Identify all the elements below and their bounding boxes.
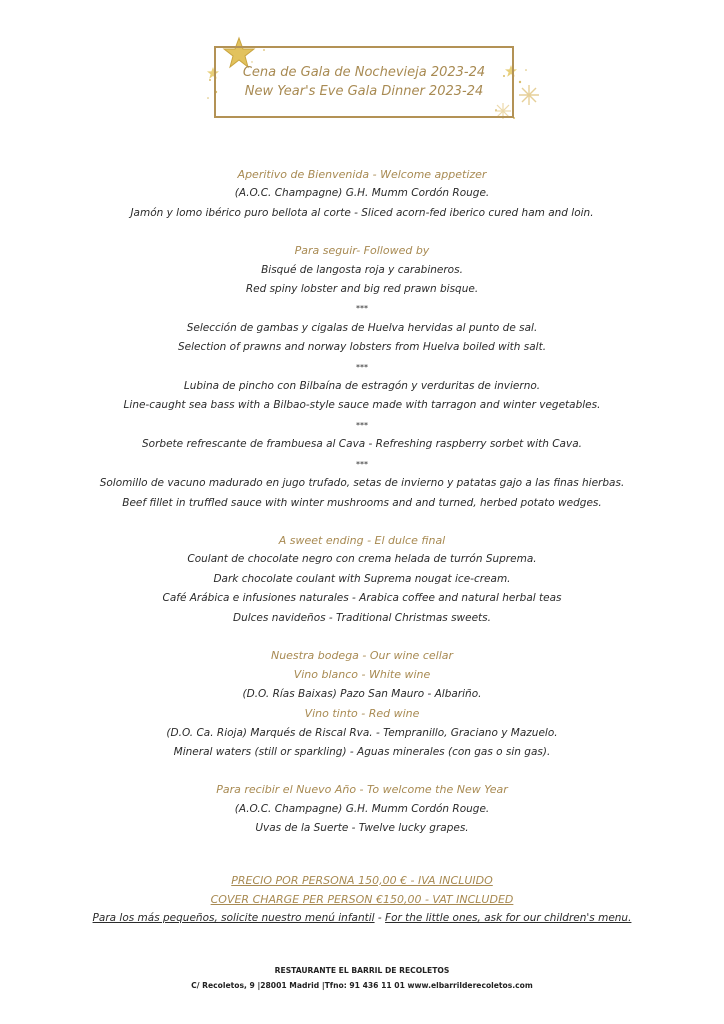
separator: *** xyxy=(356,459,368,469)
menu-item: (A.O.C. Champagne) G.H. Mumm Cordón Rouge. xyxy=(234,187,490,200)
menu-item: Lubina de pincho con Bilbaína de estragón y verduritas de invierno. xyxy=(183,380,541,393)
footer xyxy=(0,963,724,993)
menu-item: (D.O. Ca. Rioja) Marqués de Riscal Rva. - Tempranillo, Graciano y Mazuelo. xyxy=(166,726,558,739)
menu-item: Sorbete refrescante de frambuesa al Cava - Refreshing raspberry sorbet with Cava. xyxy=(142,438,582,451)
menu-item: Coulant de chocolate negro con crema helada de turrón Suprema. xyxy=(187,553,537,566)
menu-item: Jamón y lomo ibérico puro bellota al corte - Sliced acorn-fed iberico cured ham and loin. xyxy=(130,206,594,219)
kids-menu-note xyxy=(60,909,664,928)
section-heading-seguir: Para seguir- Followed by xyxy=(294,244,430,258)
section-heading-bodega: Nuestra bodega - Our wine cellar xyxy=(270,648,454,662)
price-spanish: PRECIO POR PERSONA 150,00 € - IVA INCLUIDO xyxy=(231,873,493,887)
kids-note-dash: - xyxy=(374,912,386,925)
restaurant-name: RESTAURANTE EL BARRIL DE RECOLETOS xyxy=(274,966,450,975)
restaurant-address: C/ Recoletos, 9 |28001 Madrid |Tfno: 91 436 11 01 www.elbarrilderecoletos.com xyxy=(191,981,533,990)
menu-item: Bisqué de langosta roja y carabineros. xyxy=(261,263,463,276)
kids-note-spanish: Para los más pequeños, solicite nuestro menú infantil xyxy=(92,912,375,925)
section-heading-dulce: A sweet ending - El dulce final xyxy=(278,533,446,547)
kids-note-english: For the little ones, ask for our children's menu. xyxy=(385,912,632,925)
section-heading-nuevo-ano: Para recibir el Nuevo Año - To welcome the New Year xyxy=(216,783,508,797)
menu-body xyxy=(60,165,664,929)
menu-item: Selección de gambas y cigalas de Huelva hervidas al punto de sal. xyxy=(186,321,538,334)
menu-item: Dark chocolate coulant with Suprema nougat ice-cream. xyxy=(213,572,511,585)
menu-item: Uvas de la Suerte - Twelve lucky grapes. xyxy=(255,822,469,835)
title-english: New Year's Eve Gala Dinner 2023-24 xyxy=(244,84,484,99)
title-frame xyxy=(214,46,514,118)
menu-item: Red spiny lobster and big red prawn bisque. xyxy=(245,283,479,296)
menu-item: (A.O.C. Champagne) G.H. Mumm Cordón Rouge. xyxy=(234,802,490,815)
wine-heading-red: Vino tinto - Red wine xyxy=(304,707,420,721)
menu-item: Solomillo de vacuno madurado en jugo trufado, setas de invierno y patatas gajo a las finas hierbas. xyxy=(99,477,625,490)
section-heading-aperitivo: Aperitivo de Bienvenida - Welcome appetizer xyxy=(237,168,487,181)
separator: *** xyxy=(356,362,368,372)
menu-item: Dulces navideños - Traditional Christmas sweets. xyxy=(233,611,491,624)
menu-item: (D.O. Rías Baixas) Pazo San Mauro - Albariño. xyxy=(242,687,482,700)
wine-heading-white: Vino blanco - White wine xyxy=(293,668,431,682)
price-english: COVER CHARGE PER PERSON €150,00 - VAT INCLUDED xyxy=(210,893,514,906)
separator: *** xyxy=(356,304,368,314)
title-spanish: Cena de Gala de Nochevieja 2023-24 xyxy=(242,65,486,80)
menu-item: Café Arábica e infusiones naturales - Arabica coffee and natural herbal teas xyxy=(162,592,562,605)
menu-item: Line-caught sea bass with a Bilbao-style sauce made with tarragon and winter vegetables. xyxy=(123,399,601,412)
separator: *** xyxy=(356,420,368,430)
menu-item: Selection of prawns and norway lobsters from Huelva boiled with salt. xyxy=(177,341,547,354)
menu-item: Beef fillet in truffled sauce with winter mushrooms and and turned, herbed potato wedges. xyxy=(122,496,602,509)
menu-item: Mineral waters (still or sparkling) - Aguas minerales (con gas o sin gas). xyxy=(173,745,551,758)
